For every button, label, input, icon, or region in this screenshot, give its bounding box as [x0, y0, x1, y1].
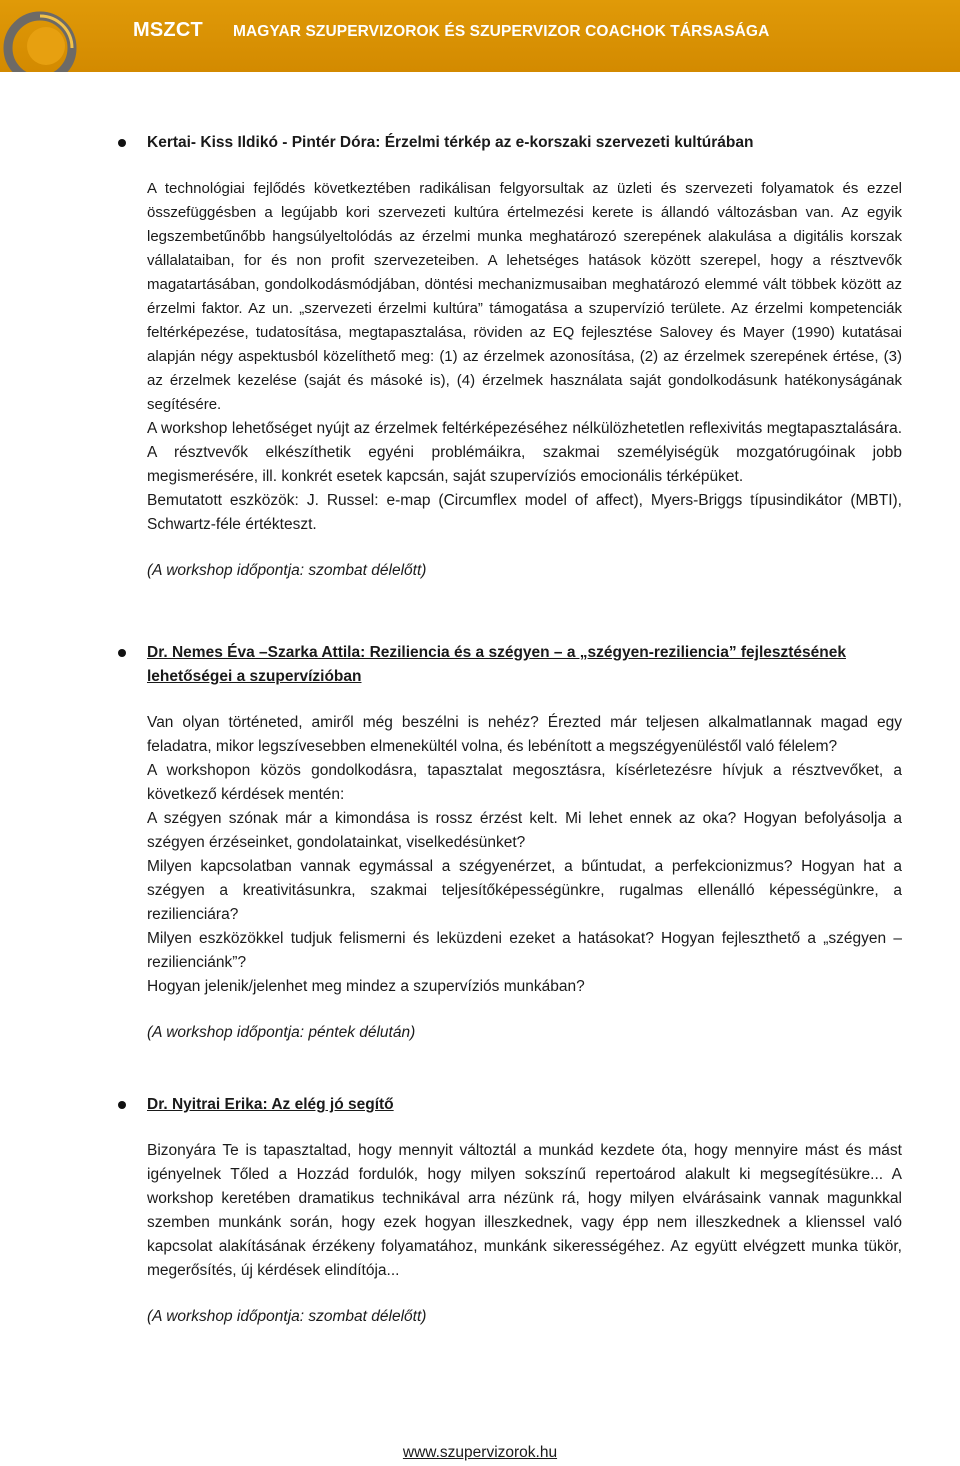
workshop-paragraph: Milyen kapcsolatban vannak egymással a szégyenérzet, a bűntudat, a perfekcionizmus? Hogyan hat a szégyen a kreativitásunkra, szakmai teljesítőképességünkre, rugalmas ellenálló képességünkre, a rezilienciára? [147, 858, 902, 923]
organization-name: MAGYAR SZUPERVIZOROK ÉS SZUPERVIZOR COACHOK TÁRSASÁGA [233, 23, 770, 40]
website-link[interactable]: www.szupervizorok.hu [402, 1444, 558, 1461]
workshop-paragraph: A workshopon közös gondolkodásra, tapasztalat megosztásra, kísérletezésre hívjuk a résztvevőket, a következő kérdések mentén: [147, 762, 902, 803]
workshop-paragraph: Milyen eszközökkel tudjuk felismerni és leküzdeni ezeket a hatásokat? Hogyan fejleszthető a „szégyen – rezilienciánk”? [147, 930, 902, 971]
spacer [147, 1045, 902, 1093]
workshop-date: (A workshop időpontja: szombat délelőtt) [147, 562, 427, 579]
workshop-paragraph: Van olyan történeted, amiről még beszélni is nehéz? Érezted már teljesen alkalmatlannak magad egy feladatra, mikor legszívesebben elmenekültél volna, és lebénított a megszégyenüléstől való félelem? [147, 714, 902, 755]
page-header [0, 0, 960, 72]
workshop-title: Dr. Nemes Éva –Szarka Attila: Reziliencia és a szégyen – a „szégyen-reziliencia” fejlesztésének lehetőségei a szupervízióban [147, 644, 846, 685]
workshop-date: (A workshop időpontja: szombat délelőtt) [147, 1308, 427, 1325]
workshop-paragraph: Bemutatott eszközök: J. Russel: e-map (Circumflex model of affect), Myers-Briggs típusindikátor (MBTI), Schwartz-féle értékteszt. [147, 492, 902, 533]
mszct-logo-icon [0, 0, 90, 72]
bullet-icon [118, 1101, 126, 1109]
document-body [147, 131, 902, 1329]
spacer [147, 583, 902, 641]
bullet-icon [118, 649, 126, 657]
workshop-paragraph: A szégyen szónak már a kimondása is rossz érzést kelt. Mi lehet ennek az oka? Hogyan befolyásolja a szégyen érzéseinket, gondolatainkat, viselkedésünket? [147, 810, 902, 851]
workshop-item [147, 641, 902, 1045]
brand-name: MSZCT [133, 19, 203, 41]
workshop-title: Dr. Nyitrai Erika: Az elég jó segítő [147, 1096, 394, 1113]
workshop-paragraph: A technológiai fejlődés következtében radikálisan felgyorsultak az üzleti és szervezeti folyamatok és ezzel összefüggésben a legújabb kori szervezeti kultúra értelmezési kerete is állandó változásban van. Az egyik legszembetűnőbb hangsúlyeltolódás az érzelmi munka meghatározó szerepének alakulása a digitális korszak vállalataiban, for és non profit szervezeteiben. A lehetséges hatások között szerepel, hogy a résztvevők magatartásában, gondolkodásmódjában, döntési mechanizmusaiban meghatározó elemmé vált többek között az érzelmi faktor. Az un. „szervezeti érzelmi kultúra” támogatása a szupervízió területe. Az érzelmi kompetenciák feltérképezése, tudatosítása, megtapasztalása, röviden az EQ fejlesztése Salovey és Mayer (1990) kutatásai alapján négy aspektusból közelíthető meg: (1) az érzelmek azonosítása, (2) az érzelmek szerepének értése, (3) az érzelmek kezelése (saját és másoké is), (4) érzelmek használata saját gondolkodásunk hatékonyságának segítésére. [147, 180, 902, 413]
workshop-title: Kertai- Kiss Ildikó - Pintér Dóra: Érzelmi térkép az e-korszaki szervezeti kultúrában [147, 134, 754, 151]
workshop-paragraph: Hogyan jelenik/jelenhet meg mindez a szupervíziós munkában? [147, 978, 585, 995]
workshop-paragraph: Bizonyára Te is tapasztaltad, hogy mennyit változtál a munkád kezdete óta, hogy mennyire mást és mást igényelnek Tőled a Hozzád fordulók, hogy milyen sokszínű repertoárod alakult ki megsegítésükre... A workshop keretében dramatikus technikával arra nézünk rá, hogy milyen elvárásaink vannak magunkkal szemben munkánk során, hogy ezek hogyan illeszkednek, vagy épp nem illeszkednek a klienssel való kapcsolat alakításának érzékeny folyamatához, munkánk sikerességéhez. Az együtt elvégzett munka tükör, megerősítés, új kérdések elindítója... [147, 1142, 902, 1279]
workshop-date: (A workshop időpontja: péntek délután) [147, 1024, 416, 1041]
workshop-item [147, 131, 902, 583]
workshop-item [147, 1093, 902, 1329]
page-footer [0, 1444, 960, 1462]
workshop-paragraph: A workshop lehetőséget nyújt az érzelmek feltérképezéséhez nélkülözhetetlen reflexivitás megtapasztalására. A résztvevők elkészíthetik egyéni problémáikra, szakmai személyiségük mozgatórugóinak jobb megismerésére, ill. konkrét esetek kapcsán, saját szupervíziós emocionális térképüket. [147, 420, 902, 485]
bullet-icon [118, 139, 126, 147]
